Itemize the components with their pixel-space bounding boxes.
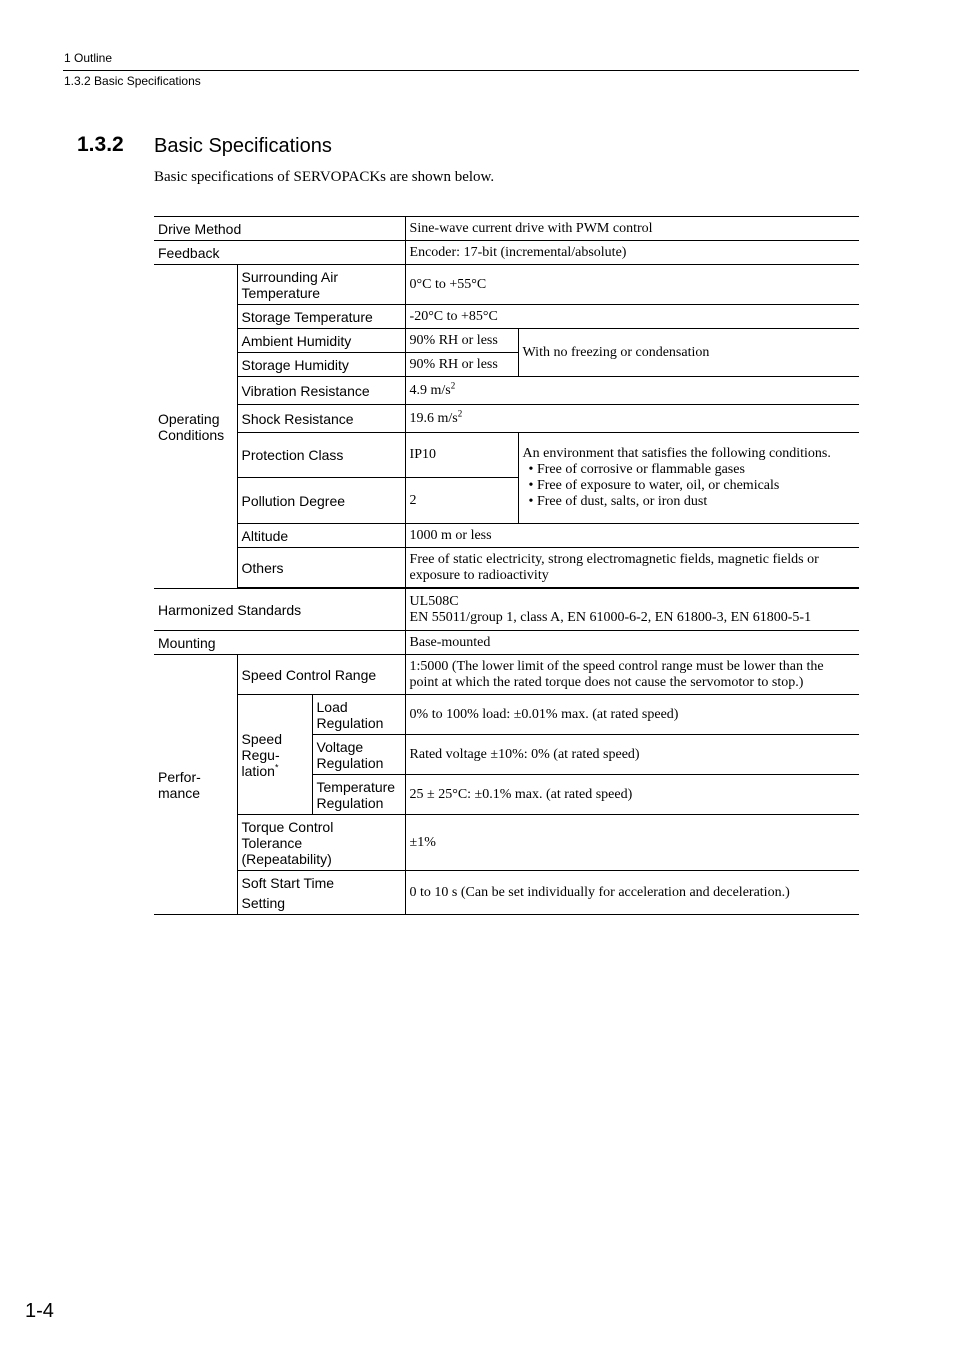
value-soft-start-time: 0 to 10 s (Can be set individually for acceleration and deceleration.): [405, 871, 859, 915]
table-row: [154, 548, 859, 588]
value-vibration-resistance: [405, 377, 859, 405]
value-storage-humidity: 90% RH or less: [405, 353, 518, 377]
row-label-pollution-degree: Pollution Degree: [237, 478, 405, 524]
value-pollution-degree: 2: [405, 478, 518, 524]
table-row: [154, 695, 859, 735]
table-row: [154, 377, 859, 405]
row-label-drive-method: Drive Method: [154, 217, 405, 241]
running-header-section: 1.3.2 Basic Specifications: [64, 74, 201, 88]
row-label-storage-humidity: Storage Humidity: [237, 353, 405, 377]
row-label-protection-class: Protection Class: [237, 433, 405, 478]
row-label-soft-start-time: Soft Start Time Setting: [237, 871, 405, 915]
row-label-speed-regulation: [237, 695, 312, 815]
standards-line: UL508C: [409, 593, 459, 609]
row-label-altitude: Altitude: [237, 524, 405, 548]
section-title: Basic Specifications: [154, 135, 332, 157]
standards-line: EN 55011/group 1, class A, EN 61000-6-2, EN 61800-3, EN 61800-5-1: [409, 609, 812, 625]
group-label-performance: [154, 655, 237, 915]
table-row: [154, 405, 859, 433]
table-row: [154, 241, 859, 265]
environment-note-bullet: • Free of dust, salts, or iron dust: [528, 494, 708, 509]
group-label-text: Operating Conditions: [158, 410, 225, 443]
value-protection-class: IP10: [405, 433, 518, 478]
group-label-text: Perfor- mance: [158, 768, 201, 801]
table-row: [154, 631, 859, 655]
value-torque-control-tolerance: ±1%: [405, 815, 859, 871]
value-voltage-regulation: Rated voltage ±10%: 0% (at rated speed): [405, 735, 859, 775]
table-row: [154, 265, 859, 305]
row-label-others: Others: [237, 548, 405, 588]
value-others: Free of static electricity, strong electromagnetic fields, magnetic fields or exposure to radioactivity: [405, 548, 859, 588]
specifications-table: [154, 216, 859, 915]
row-label-storage-temperature: Storage Temperature: [237, 305, 405, 329]
group-label-operating-conditions: [154, 265, 237, 589]
row-label-torque-control-tolerance: Torque Control Tolerance (Repeatability): [237, 815, 405, 871]
intro-paragraph: Basic specifications of SERVOPACKs are shown below.: [154, 169, 495, 185]
table-row: [154, 329, 859, 353]
page-number: 1-4: [25, 1300, 54, 1322]
speed-regulation-label: Speed Regu- lation: [241, 730, 282, 779]
value-temperature-regulation: 25 ± 25°C: ±0.1% max. (at rated speed): [405, 775, 859, 815]
section-number: 1.3.2: [77, 133, 124, 156]
value-altitude: 1000 m or less: [405, 524, 859, 548]
row-label-surrounding-air-temperature: Surrounding Air Temperature: [237, 265, 405, 305]
bullet-text: Free of corrosive or flammable gases: [536, 462, 745, 477]
table-row: [154, 305, 859, 329]
environment-note-bullet: • Free of corrosive or flammable gases: [528, 462, 745, 477]
value-text: 19.6 m/s: [409, 410, 458, 426]
row-label-voltage-regulation: Voltage Regulation: [312, 735, 405, 775]
table-row: [154, 217, 859, 241]
environment-note: [518, 433, 859, 524]
value-shock-resistance: [405, 405, 859, 433]
row-label-feedback: Feedback: [154, 241, 405, 265]
value-surrounding-air-temperature: 0°C to +55°C: [405, 265, 859, 305]
row-label-temperature-regulation: Temperature Regulation: [312, 775, 405, 815]
row-label-speed-control-range: Speed Control Range: [237, 655, 405, 695]
environment-note-bullet: • Free of exposure to water, oil, or chemicals: [528, 478, 780, 493]
value-speed-control-range: 1:5000 (The lower limit of the speed control range must be lower than the point at which the rated torque does not cause the servomotor to stop.): [405, 655, 859, 695]
table-row: [154, 433, 859, 478]
row-label-ambient-humidity: Ambient Humidity: [237, 329, 405, 353]
environment-note-intro: An environment that satisfies the following conditions.: [522, 446, 831, 461]
value-drive-method: Sine-wave current drive with PWM control: [405, 217, 859, 241]
header-rule: [63, 70, 859, 71]
footnote-marker: *: [274, 761, 279, 772]
running-header-chapter: 1 Outline: [64, 51, 113, 65]
table-row: [154, 871, 859, 915]
superscript: 2: [450, 379, 456, 390]
value-feedback: Encoder: 17-bit (incremental/absolute): [405, 241, 859, 265]
value-mounting: Base-mounted: [405, 631, 859, 655]
row-label-harmonized-standards: Harmonized Standards: [154, 589, 405, 631]
table-row: [154, 815, 859, 871]
row-label-mounting: Mounting: [154, 631, 405, 655]
bullet-text: Free of exposure to water, oil, or chemicals: [536, 478, 780, 493]
superscript: 2: [457, 407, 463, 418]
table-row: [154, 655, 859, 695]
value-ambient-humidity: 90% RH or less: [405, 329, 518, 353]
row-label-vibration-resistance: Vibration Resistance: [237, 377, 405, 405]
table-row: [154, 589, 859, 631]
bullet-text: Free of dust, salts, or iron dust: [536, 494, 708, 509]
value-load-regulation: 0% to 100% load: ±0.01% max. (at rated speed): [405, 695, 859, 735]
table-row: [154, 524, 859, 548]
row-label-load-regulation: Load Regulation: [312, 695, 405, 735]
humidity-note: With no freezing or condensation: [518, 329, 859, 377]
row-label-shock-resistance: Shock Resistance: [237, 405, 405, 433]
value-harmonized-standards: [405, 589, 859, 631]
value-text: 4.9 m/s: [409, 382, 451, 398]
value-storage-temperature: -20°C to +85°C: [405, 305, 859, 329]
